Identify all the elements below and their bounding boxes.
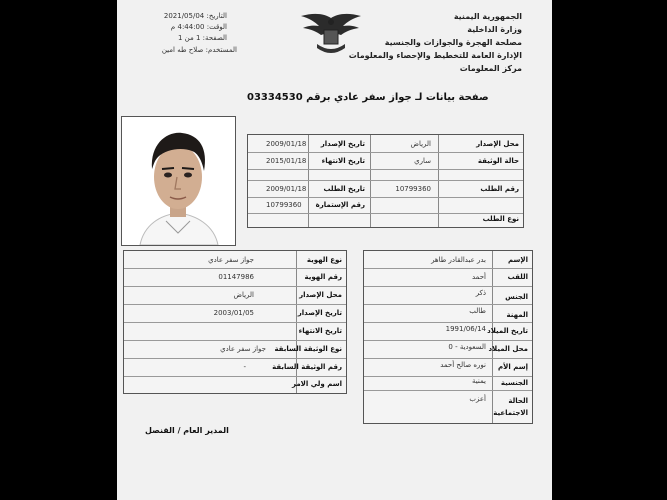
nationality-value: يمنية [472,377,486,385]
prev-doc-type-label: نوع الوثيقة السابقة [274,345,342,353]
gender-label: الجنس [505,293,528,301]
form-number-label: رقم الإستمارة [315,201,365,209]
id-type-label: نوع الهوية [306,256,342,264]
issue-date-value: 2009/01/18 [266,140,307,148]
request-number-value: 10799360 [395,185,431,193]
gender-value: ذكر [475,289,486,297]
marital-status-value: أعزب [469,395,486,403]
id-issue-date-label: تاريخ الإصدار [297,309,342,317]
national-emblem-icon [295,10,367,58]
doc-status-label: حالة الوثيقة [477,157,519,165]
personal-info-table [363,250,533,424]
document-info-table [247,134,524,228]
issue-place-label: محل الإصدار [476,140,519,148]
prev-doc-number-value: - [243,363,246,371]
prev-doc-type-value: جواز سفر عادي [220,345,266,353]
expiry-date-label: تاريخ الانتهاء [321,157,365,165]
id-number-value: 01147986 [218,273,254,281]
form-number-value: 10799360 [266,201,302,209]
identity-info-table [123,250,347,394]
request-date-label: تاريخ الطلب [323,185,365,193]
id-expiry-label: تاريخ الانتهاء [298,327,342,335]
header-authority: مصلحة الهجرة والجوازات والجنسية [384,38,522,47]
nickname-label: اللقب [507,273,528,281]
issue-place-value: الرياض [410,140,431,148]
issue-date-label: تاريخ الإصدار [320,140,365,148]
marital-status-label: الحالة [508,397,528,405]
prev-doc-number-label: رقم الوثيقة السابقة [272,363,342,371]
id-issue-date-value: 2003/01/05 [213,309,254,317]
mother-name-label: إسم الأم [498,363,528,371]
passport-photo [121,116,236,246]
meta-user: المستخدم: صلاح طه امين [161,46,237,54]
document-page [117,0,552,500]
header-center: مركز المعلومات [459,64,522,73]
name-value: بدر عبدالقادر طاهر [431,256,486,264]
header-ministry: وزارة الداخلية [467,25,522,34]
id-issue-place-value: الرياض [233,291,254,299]
birth-place-label: محل الميلاد [488,345,528,353]
birth-date-label: تاريخ الميلاد [487,327,528,335]
doc-status-value: ساري [414,157,431,165]
nickname-value: أحمد [472,273,486,281]
profession-value: طالب [469,307,486,315]
id-issue-place-label: محل الإصدار [299,291,342,299]
nationality-label: الجنسية [500,379,528,387]
birth-date-value: 1991/06/14 [445,325,486,333]
header-department: الإدارة العامة للتخطيط والإحصاء والمعلومات [348,51,522,60]
meta-page: الصفحة: 1 من 1 [177,34,227,42]
expiry-date-value: 2015/01/18 [266,157,307,165]
guardian-name-label: اسم ولي الامر [291,380,342,388]
profession-label: المهنة [506,311,528,319]
mother-name-value: نوره صالح أحمد [440,361,486,369]
header-country: الجمهورية اليمنية [453,12,522,21]
id-type-value: جواز سفر عادي [208,256,254,264]
name-label: الإسم [508,256,528,264]
birth-place-value: السعودية - 0 [448,343,486,351]
page-title: صفحة بيانات لـ جواز سفر عادي برقم 03334530 [247,92,489,103]
director-signature-label: المدير العام / القنصل [145,426,229,435]
marital-status-label-line2: الاجتماعية [493,409,528,417]
id-number-label: رقم الهوية [304,273,342,281]
request-number-label: رقم الطلب [480,185,519,193]
request-date-value: 2009/01/18 [266,185,307,193]
request-type-label: نوع الطلب [482,215,519,223]
meta-date: التاريخ: 2021/05/04 [163,12,227,20]
meta-time: الوقت: 4:44:00 م [170,23,227,31]
